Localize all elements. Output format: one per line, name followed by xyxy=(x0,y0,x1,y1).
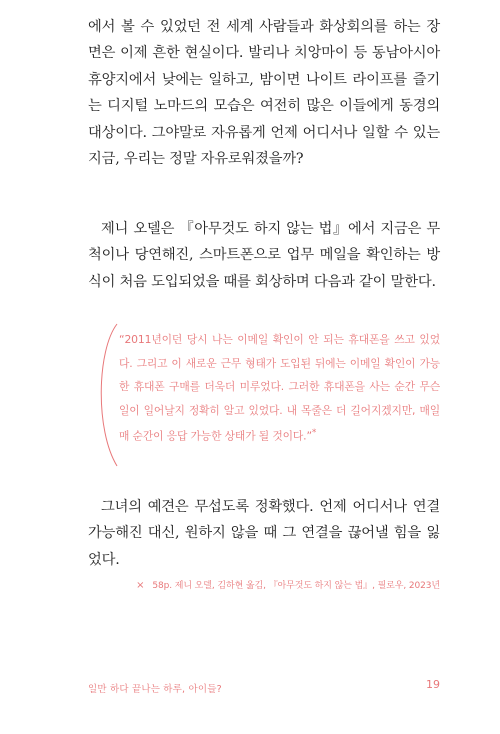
footnote-marker-icon: × xyxy=(136,580,145,591)
body-paragraph-1: 에서 볼 수 있었던 전 세계 사람들과 화상회의를 하는 장면은 이제 흔한 현실이다. 발리나 치앙마이 등 동남아시아 휴양지에서 낮에는 일하고, 밤이면 나이트 라이프를 즐기는 디지털 노마드의 모습은 여전히 많은 이들에게 동경의 대상이다. 그야말로 자유롭게 언제 어디서나 일할 수 있는 지금, 우리는 정말 자유로워졌을까? xyxy=(88,19,440,168)
running-footer-title: 일만 하다 끝나는 하루, 아이들? xyxy=(88,684,222,695)
footnote-reference-mark: * xyxy=(311,428,317,439)
quote-arc-decoration xyxy=(91,320,121,470)
body-paragraph-3: 그녀의 예견은 무섭도록 정확했다. 언제 어디서나 연결 가능해진 대신, 원하지 않을 때 그 연결을 끊어낼 힘을 잃었다. xyxy=(88,499,440,568)
footnote xyxy=(136,578,440,591)
body-paragraph-2: 제니 오델은 『아무것도 하지 않는 법』에서 지금은 무척이나 당연해진, 스마트폰으로 업무 메일을 확인하는 방식이 처음 도입되었을 때를 회상하며 다음과 같이 말한다. xyxy=(88,221,440,290)
page-number: 19 xyxy=(426,678,440,691)
block-quote xyxy=(119,328,440,449)
quote-text: “2011년이던 당시 나는 이메일 확인이 안 되는 휴대폰을 쓰고 있었다. 그리고 이 새로운 근무 형태가 도입된 뒤에는 이메일 확인이 가능한 휴대폰 구매를 더욱더 미루었다. 그러한 휴대폰을 사는 순간 무슨 일이 일어날지 정확히 알고 있었다. 내 목줄은 더 길어지겠지만, 매일 매 순간이 응답 가능한 상태가 될 것이다.” xyxy=(119,333,440,443)
footnote-text: 58p. 제니 오델, 김하현 옮김, 『아무것도 하지 않는 법』, 필로우, 2023년 xyxy=(152,581,440,591)
